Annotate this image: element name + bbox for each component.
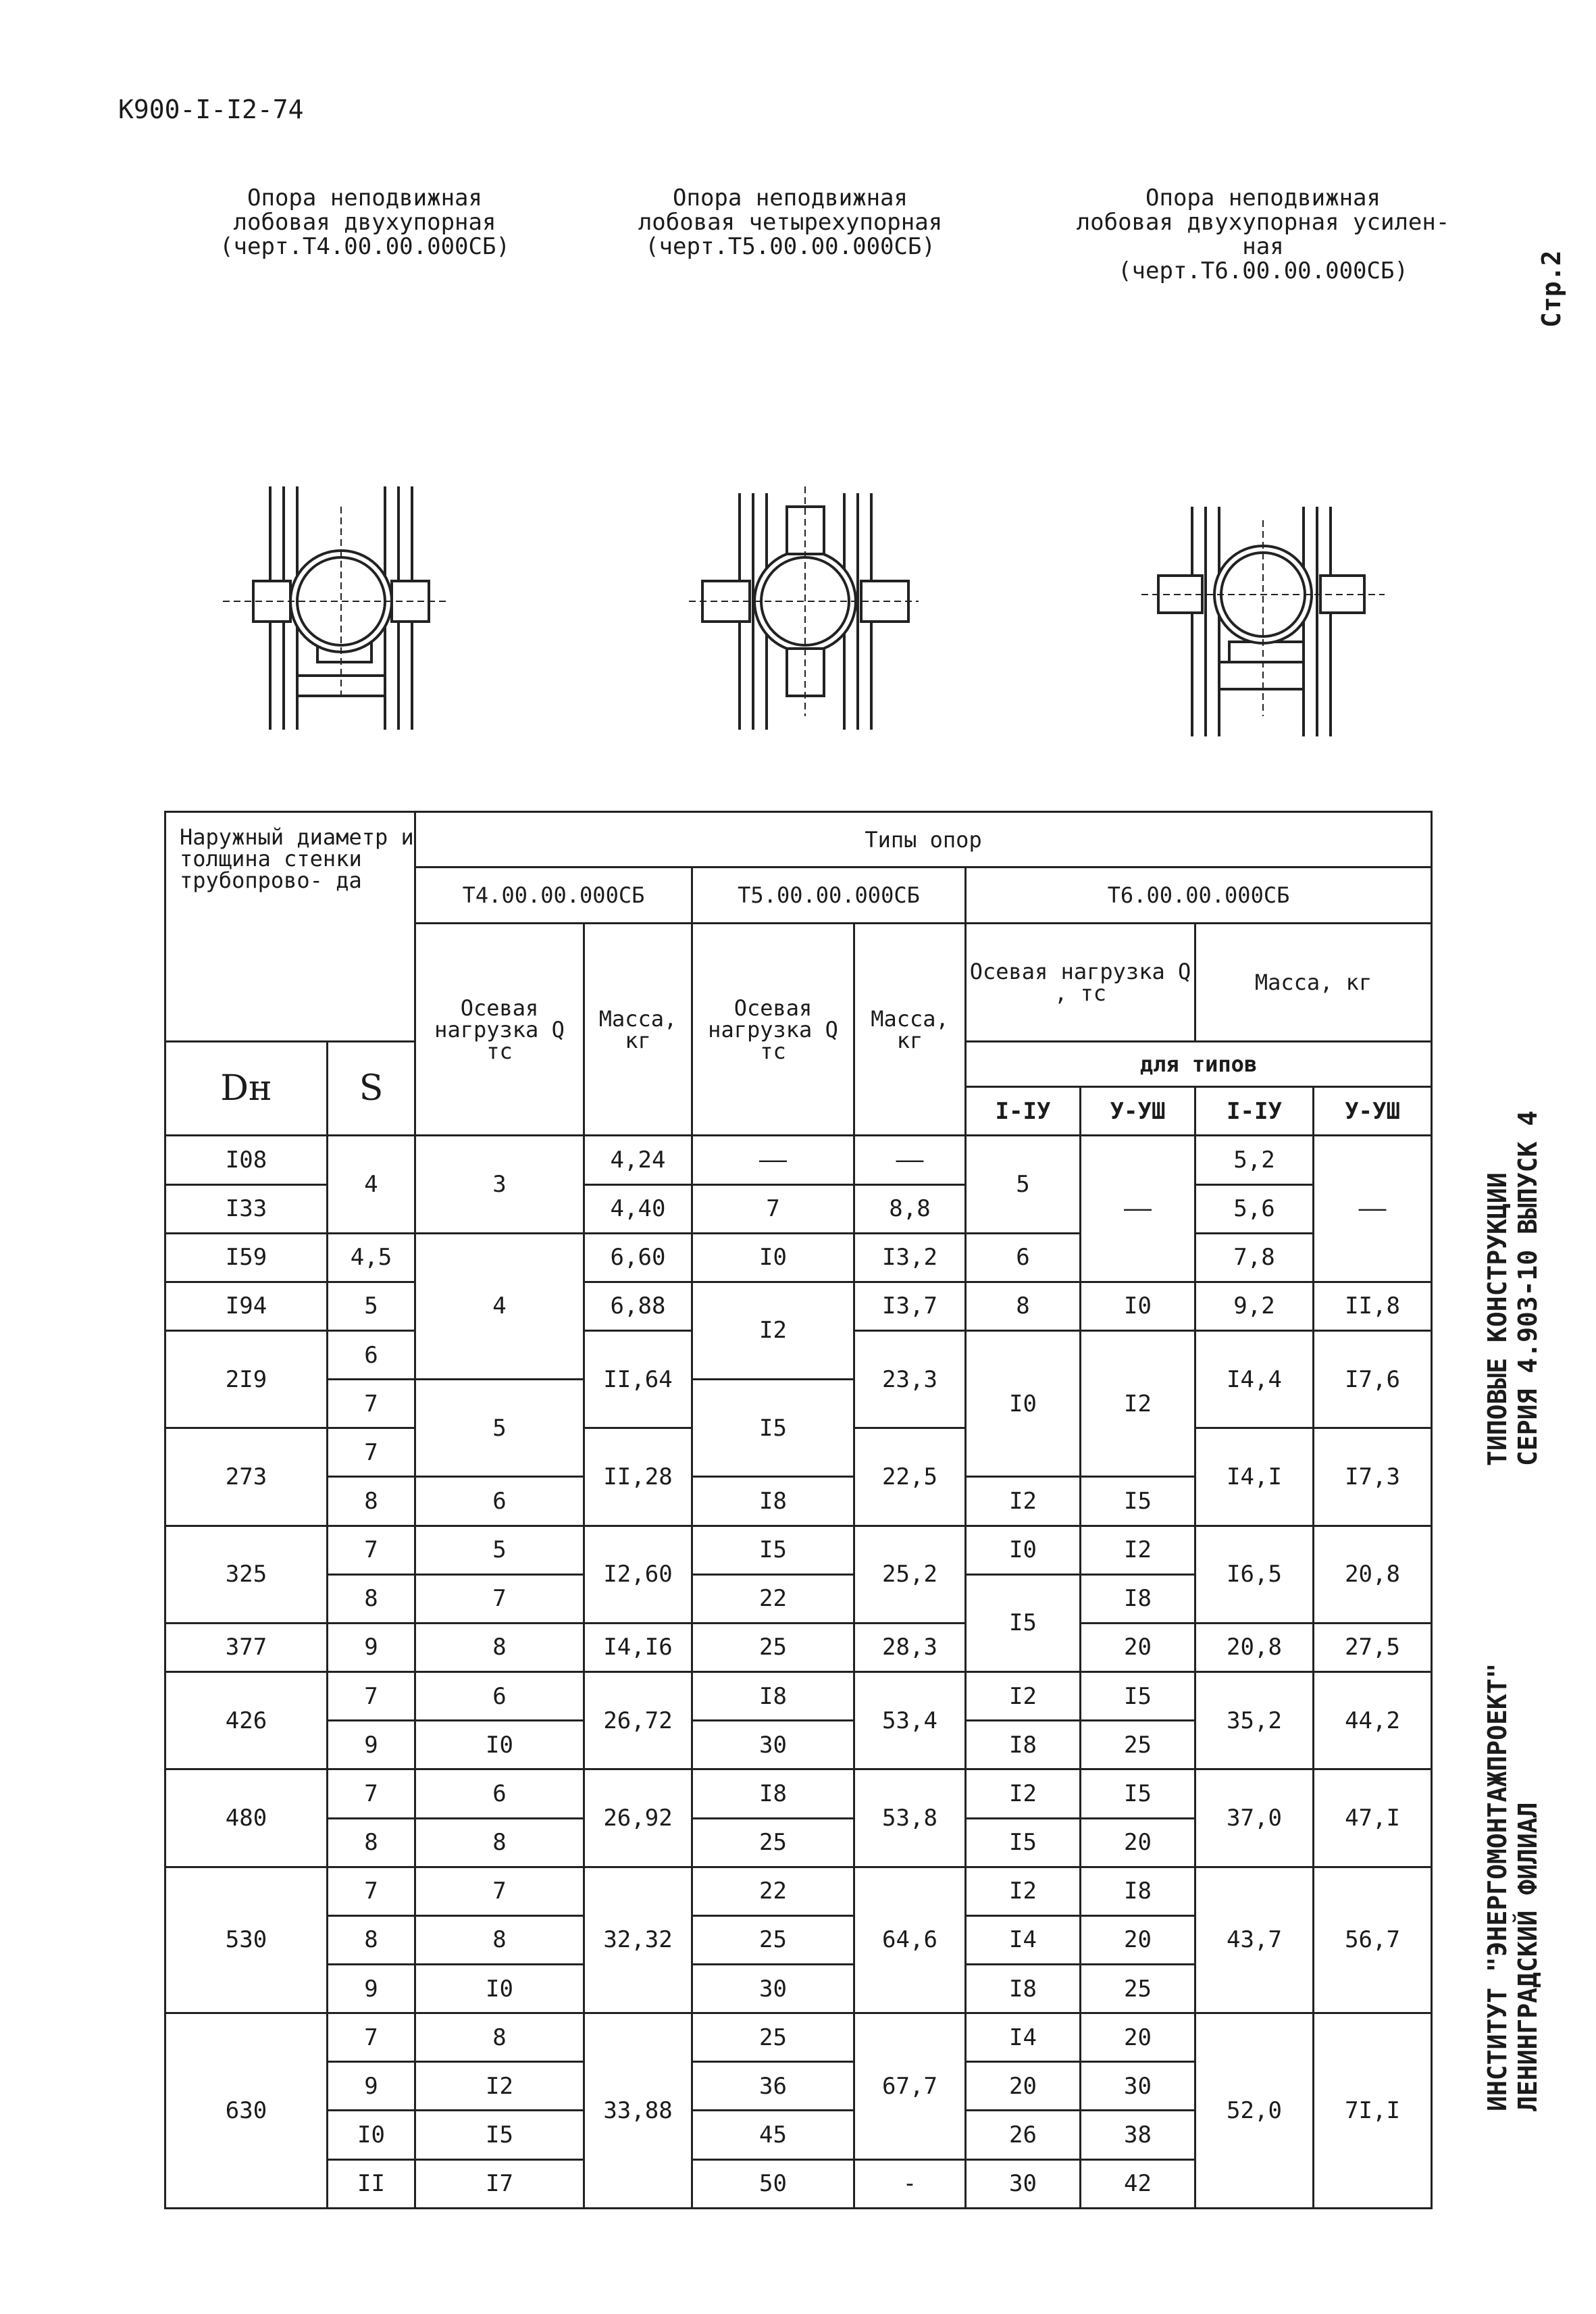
cell-t5-load: 25	[692, 1818, 854, 1867]
header-dh: Dн	[165, 1042, 328, 1136]
cell-s: 4	[328, 1136, 415, 1233]
cell-t5-load: I8	[692, 1672, 854, 1721]
cell-t4-mass: 4,24	[584, 1136, 692, 1184]
cell-t6-load-a: 30	[966, 2159, 1081, 2208]
cell-t6-load-a: I8	[966, 1721, 1081, 1769]
cell-t6-load-b: I8	[1081, 1574, 1195, 1623]
cell-s: 8	[328, 1574, 415, 1623]
cell-dh: I33	[165, 1184, 328, 1233]
header-for-types: для типов	[966, 1042, 1432, 1087]
cell-t5-mass: 67,7	[854, 2013, 966, 2159]
cell-t6-load-b: 25	[1081, 1965, 1195, 2013]
cell-s: 7	[328, 1672, 415, 1721]
header-s: S	[328, 1042, 415, 1136]
caption-support-t4	[196, 186, 534, 259]
cell-t6-load-b: 25	[1081, 1721, 1195, 1769]
header-pipe: Наружный диаметр и толщина стенки трубопрово- да	[165, 812, 415, 1042]
cell-t4-mass: I4,I6	[584, 1623, 692, 1671]
cell-t6-load-b: 42	[1081, 2159, 1195, 2208]
cell-t6-load-a: I0	[966, 1526, 1081, 1574]
cell-t4-mass: 32,32	[584, 1867, 692, 2013]
cell-t6-mass-b: 47,I	[1314, 1769, 1432, 1867]
cell-t4-mass: I2,60	[584, 1526, 692, 1623]
page-label: Стр.2	[1537, 250, 1566, 328]
cell-t5-load: 25	[692, 2013, 854, 2062]
cell-t4-mass: II,28	[584, 1428, 692, 1526]
cell-t5-mass: I3,2	[854, 1233, 966, 1282]
cell-t6-load-a: 6	[966, 1233, 1081, 1282]
cell-t5-mass: 25,2	[854, 1526, 966, 1623]
caption-line: ная	[1242, 233, 1284, 260]
cell-t5-mass: I3,7	[854, 1282, 966, 1330]
drawing-support-t4	[223, 480, 446, 736]
header-t4-axial-load: Осевая нагрузка Q тс	[415, 923, 584, 1135]
cell-t6-mass-a: 9,2	[1195, 1282, 1314, 1330]
cell-t6-load-a: I8	[966, 1965, 1081, 2013]
cell-t6-mass-b: II,8	[1314, 1282, 1432, 1330]
cell-t6-load-b: I5	[1081, 1477, 1195, 1526]
cell-t5-mass: -	[854, 2159, 966, 2208]
cell-t4-load: I2	[415, 2062, 584, 2111]
cell-t6-load-b: I0	[1081, 1282, 1195, 1330]
cell-t4-mass: 4,40	[584, 1184, 692, 1233]
cell-t5-load: 36	[692, 2062, 854, 2111]
cell-t5-load: 22	[692, 1574, 854, 1623]
cell-t4-load: 6	[415, 1769, 584, 1818]
cell-dh: 480	[165, 1769, 328, 1867]
caption-line: (черт.Т5.00.00.000СБ)	[645, 233, 935, 260]
cell-t6-mass-a: 20,8	[1195, 1623, 1314, 1671]
cell-s: 7	[328, 1380, 415, 1428]
cell-dh: 273	[165, 1428, 328, 1526]
cell-t6-mass-a: I4,I	[1195, 1428, 1314, 1526]
side-institute-line2: ЛЕНИНГРАДСКИЙ ФИЛИАЛ	[1513, 1802, 1543, 2111]
cell-dh: 530	[165, 1867, 328, 2013]
header-t5-axial-load: Осевая нагрузка Q тс	[692, 923, 854, 1135]
cell-dh: 2I9	[165, 1330, 328, 1428]
cell-t4-mass: 6,88	[584, 1282, 692, 1330]
cell-t5-load: 7	[692, 1184, 854, 1233]
cell-t5-load: I5	[692, 1526, 854, 1574]
cell-t4-load: 3	[415, 1136, 584, 1233]
cell-t6-load-a: I0	[966, 1330, 1081, 1476]
cell-dh: I94	[165, 1282, 328, 1330]
cell-t4-load: I5	[415, 2111, 584, 2159]
caption-line: лобовая двухупорная усилен-	[1076, 209, 1450, 236]
header-sub-5-8: У-УШ	[1314, 1087, 1432, 1136]
header-sub-1-4: I-IУ	[966, 1087, 1081, 1136]
cell-t5-mass: 23,3	[854, 1330, 966, 1428]
cell-t5-mass: 28,3	[854, 1623, 966, 1671]
cell-s: 7	[328, 2013, 415, 2062]
cell-t4-load: 6	[415, 1672, 584, 1721]
cell-s: 6	[328, 1330, 415, 1379]
cell-t4-load: I0	[415, 1965, 584, 2013]
cell-t6-load-a: 5	[966, 1136, 1081, 1233]
cell-t6-load-a: 8	[966, 1282, 1081, 1330]
cell-t4-load: 5	[415, 1380, 584, 1477]
cell-s: 9	[328, 1721, 415, 1769]
cell-t5-load: I8	[692, 1477, 854, 1526]
cell-t6-load-a: I2	[966, 1672, 1081, 1721]
cell-t6-mass-a: 5,2	[1195, 1136, 1314, 1184]
cell-t6-mass-a: 35,2	[1195, 1672, 1314, 1769]
cell-t4-load: 8	[415, 1818, 584, 1867]
cell-t6-load-a: I4	[966, 2013, 1081, 2062]
cell-t6-mass-b: 44,2	[1314, 1672, 1432, 1769]
cell-s: I0	[328, 2111, 415, 2159]
cell-t4-mass: 6,60	[584, 1233, 692, 1282]
cell-t6-load-a: 26	[966, 2111, 1081, 2159]
cell-t4-load: 4	[415, 1233, 584, 1379]
side-series-line1: ТИПОВЫЕ КОНСТРУКЦИИ	[1483, 1172, 1512, 1466]
cell-t5-load: 30	[692, 1965, 854, 2013]
cell-s: 5	[328, 1282, 415, 1330]
cell-t6-load-b: 20	[1081, 1915, 1195, 1964]
cell-t4-load: 7	[415, 1574, 584, 1623]
cell-t4-load: I0	[415, 1721, 584, 1769]
cell-t6-mass-a: I6,5	[1195, 1526, 1314, 1623]
cell-t6-mass-a: 37,0	[1195, 1769, 1314, 1867]
cell-t6-load-a: I5	[966, 1574, 1081, 1671]
cell-t5-load: 50	[692, 2159, 854, 2208]
header-type-t4: Т4.00.00.000СБ	[415, 867, 692, 923]
cell-t4-load: 8	[415, 1915, 584, 1964]
cell-t6-load-a: 20	[966, 2062, 1081, 2111]
cell-t4-load: 7	[415, 1867, 584, 1915]
cell-t6-mass-a: 5,6	[1195, 1184, 1314, 1233]
cell-t5-mass: 64,6	[854, 1867, 966, 2013]
cell-t6-load-b: I2	[1081, 1526, 1195, 1574]
cell-s: 9	[328, 1623, 415, 1671]
cell-t6-mass-b: 7I,I	[1314, 2013, 1432, 2209]
header-type-t6: Т6.00.00.000СБ	[966, 867, 1432, 923]
cell-s: 7	[328, 1769, 415, 1818]
header-t5-mass: Масса, кг	[854, 923, 966, 1135]
cell-s: 7	[328, 1867, 415, 1915]
cell-t4-mass: 26,72	[584, 1672, 692, 1769]
cell-t4-mass: 33,88	[584, 2013, 692, 2209]
support-table	[164, 811, 1431, 2209]
cell-t5-mass: ——	[854, 1136, 966, 1184]
caption-support-t5	[621, 186, 959, 259]
header-types: Типы опор	[415, 812, 1432, 867]
cell-t6-mass-b: 20,8	[1314, 1526, 1432, 1623]
side-institute-line1: ИНСТИТУТ "ЭНЕРГОМОНТАЖПРОЕКТ"	[1483, 1663, 1512, 2111]
cell-s: 8	[328, 1915, 415, 1964]
cell-t6-mass-a: 7,8	[1195, 1233, 1314, 1282]
caption-line: Опора неподвижная	[673, 184, 908, 211]
cell-t5-load: 22	[692, 1867, 854, 1915]
cell-t5-mass: 53,8	[854, 1769, 966, 1867]
caption-line: (черт.Т4.00.00.000СБ)	[220, 233, 510, 260]
cell-t6-mass-a: 52,0	[1195, 2013, 1314, 2209]
cell-t5-load: 30	[692, 1721, 854, 1769]
cell-s: 9	[328, 2062, 415, 2111]
header-t4-mass: Масса, кг	[584, 923, 692, 1135]
cell-t6-mass-b: I7,6	[1314, 1330, 1432, 1428]
side-series-line2: СЕРИЯ 4.903-10 ВЫПУСК 4	[1513, 1110, 1543, 1466]
cell-t5-load: I8	[692, 1769, 854, 1818]
cell-t4-load: 8	[415, 1623, 584, 1671]
cell-dh: I59	[165, 1233, 328, 1282]
header-t6-mass: Масса, кг	[1195, 923, 1432, 1041]
cell-dh: 426	[165, 1672, 328, 1769]
cell-t4-load: 5	[415, 1526, 584, 1574]
cell-t6-load-b: 38	[1081, 2111, 1195, 2159]
cell-t6-load-b: I2	[1081, 1330, 1195, 1476]
cell-t6-load-b: 20	[1081, 1818, 1195, 1867]
cell-t6-load-a: I2	[966, 1769, 1081, 1818]
caption-line: лобовая двухупорная	[233, 209, 496, 236]
cell-t5-load: 45	[692, 2111, 854, 2159]
caption-support-t6	[1060, 186, 1466, 283]
cell-t4-load: 8	[415, 2013, 584, 2062]
cell-t6-load-a: I4	[966, 1915, 1081, 1964]
cell-s: 8	[328, 1477, 415, 1526]
document-code: К900-I-I2-74	[118, 95, 304, 124]
cell-t5-load: I0	[692, 1233, 854, 1282]
header-type-t5: Т5.00.00.000СБ	[692, 867, 966, 923]
caption-line: лобовая четырехупорная	[638, 209, 943, 236]
cell-t6-mass-a: 43,7	[1195, 1867, 1314, 2013]
cell-t5-load: 25	[692, 1915, 854, 1964]
cell-t5-load: I5	[692, 1380, 854, 1477]
cell-t5-load: 25	[692, 1623, 854, 1671]
cell-t6-load-b: I5	[1081, 1672, 1195, 1721]
cell-t6-mass-b: 56,7	[1314, 1867, 1432, 2013]
caption-line: Опора неподвижная	[1145, 184, 1381, 211]
cell-dh: I08	[165, 1136, 328, 1184]
cell-t4-mass: 26,92	[584, 1769, 692, 1867]
cell-t6-load-b: 20	[1081, 1623, 1195, 1671]
cell-dh: 377	[165, 1623, 328, 1671]
cell-s: 4,5	[328, 1233, 415, 1282]
cell-t6-load-b: ——	[1081, 1136, 1195, 1282]
header-sub-1-4: I-IУ	[1195, 1087, 1314, 1136]
cell-t6-load-b: 20	[1081, 2013, 1195, 2062]
drawing-support-t5	[689, 480, 919, 736]
cell-t5-mass: 8,8	[854, 1184, 966, 1233]
cell-t5-load: ——	[692, 1136, 854, 1184]
cell-t5-mass: 22,5	[854, 1428, 966, 1526]
cell-t5-load: I2	[692, 1282, 854, 1379]
cell-t6-mass-a: I4,4	[1195, 1330, 1314, 1428]
cell-t6-mass-b: ——	[1314, 1136, 1432, 1282]
cell-t6-mass-b: I7,3	[1314, 1428, 1432, 1526]
caption-line: (черт.Т6.00.00.000СБ)	[1118, 257, 1408, 284]
cell-t6-load-a: I2	[966, 1867, 1081, 1915]
cell-dh: 325	[165, 1526, 328, 1623]
header-sub-5-8: У-УШ	[1081, 1087, 1195, 1136]
cell-s: 7	[328, 1428, 415, 1477]
cell-s: II	[328, 2159, 415, 2208]
cell-s: 7	[328, 1526, 415, 1574]
cell-t6-load-a: I2	[966, 1477, 1081, 1526]
cell-t6-load-a: I5	[966, 1818, 1081, 1867]
cell-t4-mass: II,64	[584, 1330, 692, 1428]
cell-s: 9	[328, 1965, 415, 2013]
header-t6-axial-load: Осевая нагрузка Q , тс	[966, 923, 1195, 1041]
cell-t5-mass: 53,4	[854, 1672, 966, 1769]
cell-t4-load: I7	[415, 2159, 584, 2208]
cell-dh: 630	[165, 2013, 328, 2209]
cell-t6-load-b: I8	[1081, 1867, 1195, 1915]
cell-t6-load-b: I5	[1081, 1769, 1195, 1818]
drawing-support-t6	[1141, 500, 1385, 743]
cell-t6-load-b: 30	[1081, 2062, 1195, 2111]
cell-s: 8	[328, 1818, 415, 1867]
caption-line: Опора неподвижная	[247, 184, 482, 211]
cell-t4-load: 6	[415, 1477, 584, 1526]
cell-t6-mass-b: 27,5	[1314, 1623, 1432, 1671]
